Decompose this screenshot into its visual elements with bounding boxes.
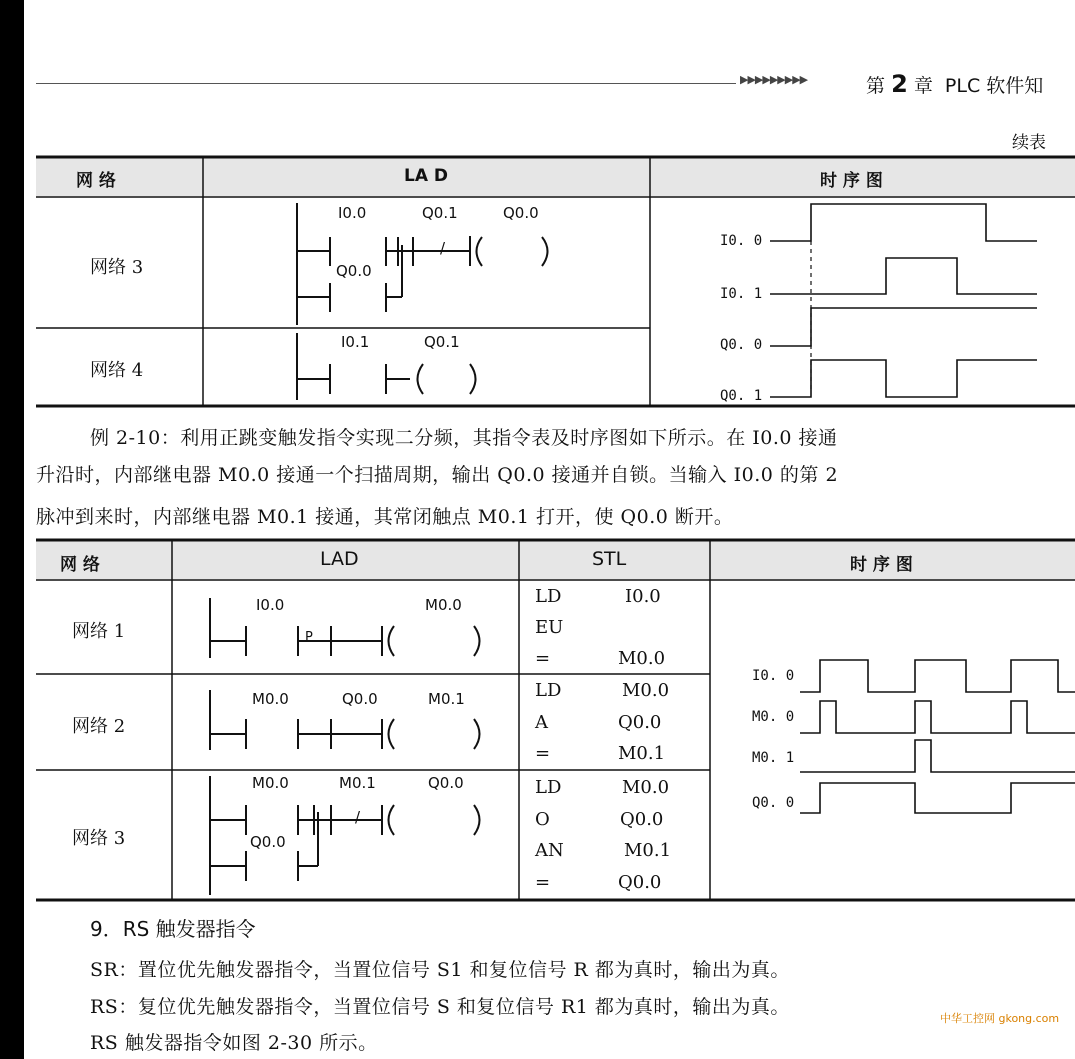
paragraph-line-3: 脉冲到来时，内部继电器 M0.1 接通，其常闭触点 M0.1 打开，使 Q0.0 断开。 [36, 506, 734, 528]
t2-network-2: 网络 2 [72, 716, 126, 737]
section-9-line-1: SR：置位优先触发器指令，当置位信号 S1 和复位信号 R 都为真时，输出为真。 [90, 959, 790, 981]
t1-header-lad: LA D [404, 166, 449, 186]
t2-n3-contact-2: M0.1 [339, 774, 376, 792]
t2-n2-coil: M0.1 [428, 690, 465, 708]
stl-n1-arg-3: M0.0 [618, 648, 666, 669]
stl-n3-arg-4: Q0.0 [618, 872, 662, 893]
t2-n3-parallel-label: Q0.0 [250, 833, 286, 851]
t2-n1-contact: I0.0 [256, 596, 285, 614]
t1-timing [723, 204, 1037, 406]
watermark: 中华工控网 gkong.com [940, 1012, 1060, 1025]
t2-n1-coil: M0.0 [425, 596, 462, 614]
t1-n4-coil: Q0.1 [424, 333, 460, 351]
t1-n3-contact-1: I0.0 [338, 204, 367, 222]
t2-network-3: 网络 3 [72, 828, 126, 849]
stl-n2-arg-2: Q0.0 [618, 712, 662, 733]
stl-n1-op-1: LD [535, 586, 562, 607]
stl-n3-arg-1: M0.0 [622, 777, 670, 798]
t1-timing-label-3: Q0. 0 [720, 337, 763, 353]
t1-header-timing: 时 序 图 [820, 171, 883, 191]
t1-n3-contact-2: Q0.1 [422, 204, 458, 222]
t1-timing-label-2: I0. 1 [720, 286, 763, 302]
t2-header-stl: STL [592, 548, 627, 570]
chapter-heading: 第 2 章 PLC 软件知 [866, 70, 1044, 98]
t1-network-4: 网络 4 [90, 360, 144, 381]
t1-n3-parallel-label: Q0.0 [336, 262, 372, 280]
stl-n3-arg-2: Q0.0 [620, 809, 664, 830]
paragraph-line-2: 升沿时，内部继电器 M0.0 接通一个扫描周期，输出 Q0.0 接通并自锁。当输入 I0.0 的第 2 [36, 464, 839, 486]
stl-n3-op-1: LD [535, 777, 562, 798]
t2-header-network: 网 络 [60, 555, 100, 575]
t1-n4-contact: I0.1 [341, 333, 370, 351]
section-9-line-3: RS 触发器指令如图 2-30 所示。 [90, 1032, 378, 1054]
t1-timing-label-1: I0. 0 [720, 233, 763, 249]
t1-header-network: 网 络 [76, 171, 116, 191]
header-arrows: ▶▶▶▶▶▶▶▶▶ [740, 73, 808, 86]
stl-n2-arg-1: M0.0 [622, 680, 670, 701]
stl-n2-op-3: = [535, 743, 551, 764]
t1-timing-label-4: Q0. 1 [720, 388, 763, 404]
t2-n3-coil: Q0.0 [428, 774, 464, 792]
section-9-line-2: RS：复位优先触发器指令，当置位信号 S 和复位信号 R1 都为真时，输出为真。 [90, 996, 790, 1018]
stl-n3-arg-3: M0.1 [624, 840, 672, 861]
t2-timing-label-1: I0. 0 [752, 668, 795, 684]
t2-timing [800, 660, 1075, 813]
t2-network-1: 网络 1 [72, 621, 126, 642]
t1-n3-coil: Q0.0 [503, 204, 539, 222]
t2-n2-contact-2: Q0.0 [342, 690, 378, 708]
t2-timing-label-4: Q0. 0 [752, 795, 795, 811]
stl-n2-op-1: LD [535, 680, 562, 701]
t2-timing-label-2: M0. 0 [752, 709, 795, 725]
stl-n3-op-2: O [535, 809, 550, 830]
t1-network-3: 网络 3 [90, 257, 144, 278]
t2-header-lad: LAD [320, 548, 359, 570]
stl-n1-op-2: EU [535, 617, 564, 638]
stl-n3-op-4: = [535, 872, 551, 893]
t2-n3-contact-1: M0.0 [252, 774, 289, 792]
t1-n3-nc-slash: / [440, 239, 446, 257]
t2-n2-contact-1: M0.0 [252, 690, 289, 708]
t2-n1-p-label: P [305, 630, 313, 645]
stl-n3-op-3: AN [535, 840, 564, 861]
continued-label: 续表 [1012, 133, 1046, 153]
t2-n3-nc-slash: / [355, 808, 361, 826]
paragraph-line-1: 例 2-10：利用正跳变触发指令实现二分频，其指令表及时序图如下所示。在 I0.0 接通 [90, 427, 838, 449]
stl-n2-arg-3: M0.1 [618, 743, 666, 764]
stl-n1-arg-1: I0.0 [625, 586, 661, 607]
t2-timing-label-3: M0. 1 [752, 750, 795, 766]
stl-n2-op-2: A [535, 712, 548, 733]
section-9-heading: 9．RS 触发器指令 [90, 917, 256, 941]
t2-header-timing: 时 序 图 [850, 555, 913, 575]
stl-n1-op-3: = [535, 648, 551, 669]
